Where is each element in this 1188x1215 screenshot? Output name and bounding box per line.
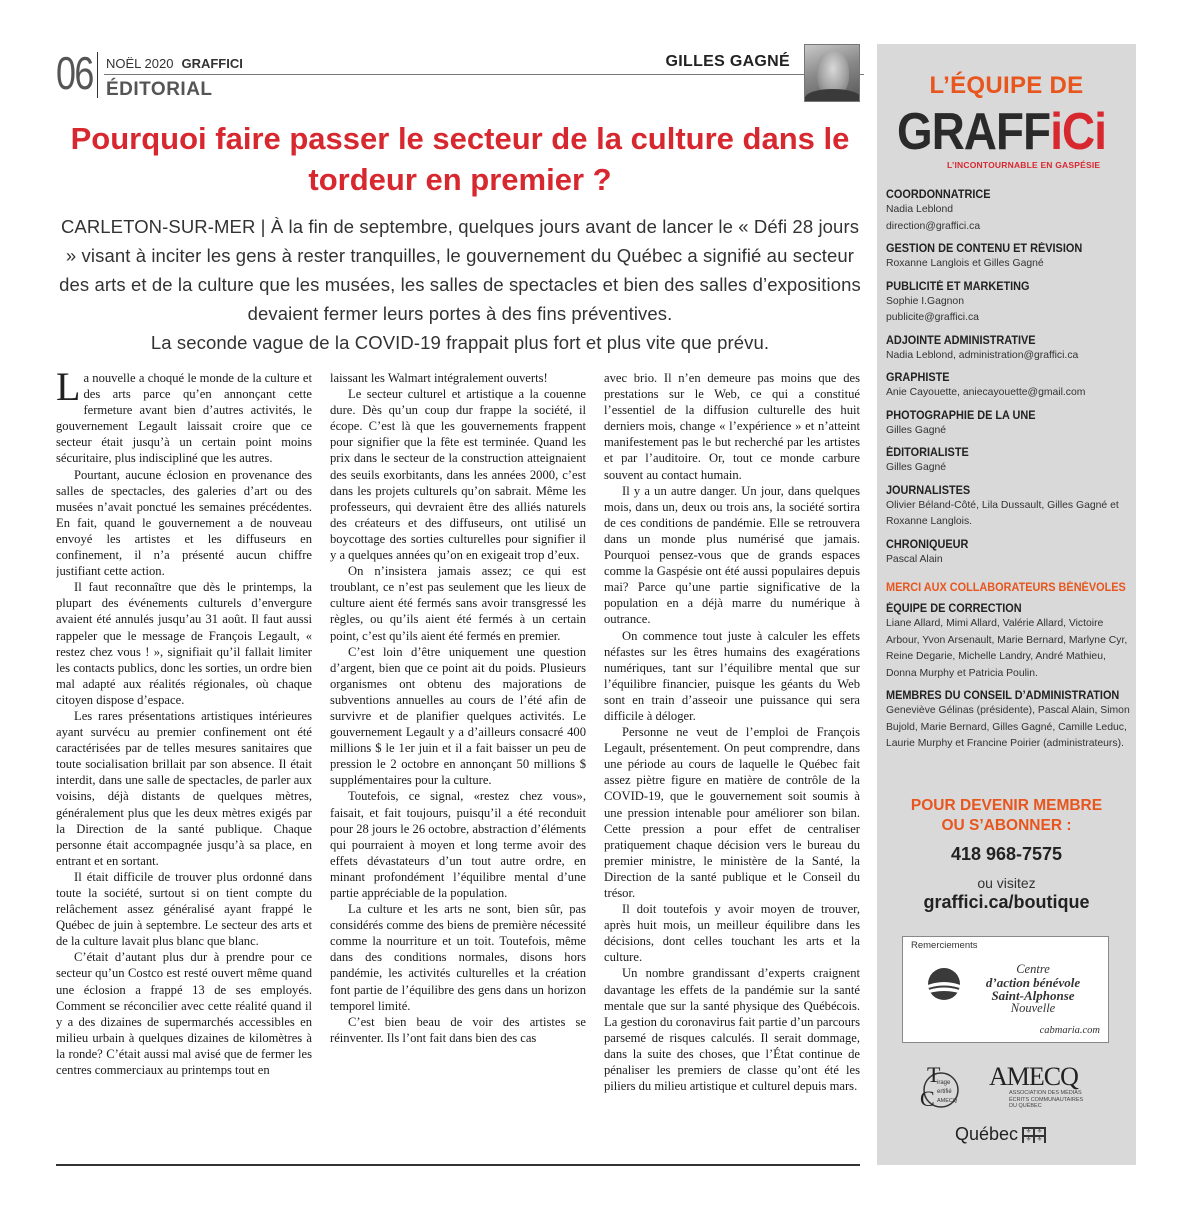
logo-tagline: L’INCONTOURNABLE EN GASPÉSIE: [947, 160, 1101, 170]
body-paragraph: Un nombre grandissant d’experts craignent davantage les effets de la pandémie sur la santé mentale que sur la santé physique des Québécois. La gestion du coronavirus fait partie d’un parcours parsemé de risques calculés. Il serait dommage, dans la suite des choses, que l’État continue de pénaliser les premiers de classe qu’ont été les piliers du milieu artistique et culturel depuis mars.: [604, 966, 860, 1094]
staff-role: JOURNALISTES: [886, 483, 971, 497]
svg-text:C: C: [920, 1086, 935, 1111]
staff-role: MEMBRES DU CONSEIL D’ADMINISTRATION: [886, 689, 1120, 702]
body-paragraph: Pourtant, aucune éclosion en provenance des salles de spectacles, des galeries d’art ou des musées n’avait ponctué les semaines précédentes. En fait, quand le gouvernement a de nouveau envoyé les artistes et les diffuseurs en confinement, il n’a présenté aucun chiffre justifiant cette action.: [56, 467, 312, 579]
bottom-rule: [56, 1164, 860, 1166]
body-paragraph: Il doit toutefois y avoir moyen de trouver, après huit mois, un meilleur équilibre dans les décisions, dont celles touchant les arts et la culture.: [604, 902, 860, 965]
article-column-1: [56, 370, 312, 1160]
staff-names: Olivier Béland-Côté, Lila Dussault, Gilles Gagné et Roxanne Langlois.: [886, 499, 1119, 527]
staff-names: Gilles Gagné: [886, 462, 947, 473]
lede-paragraph: CARLETON-SUR-MER | À la fin de septembre, quelques jours avant de lancer le « Défi 28 jours » visant à inciter les gens à rester tranquilles, le gouvernement du Québec a signifié au secteur des arts et de la culture que les musées, les salles de spectacles et bien des salles d’expositions devaient fermer leurs portes à des fins préventives.: [59, 216, 861, 324]
svg-text:irage: irage: [937, 1080, 951, 1086]
cab-name: Centre d’action bénévole Saint-Alphonse Nouvelle: [985, 962, 1081, 1015]
quebec-logo: Québec ⚜ ⚜ ⚜ ⚜: [955, 1124, 1046, 1145]
staff-names: Nadia Leblond direction@graffici.ca: [886, 204, 981, 232]
header-separator: [97, 52, 98, 98]
issue-line: [106, 56, 243, 71]
staff-role: PHOTOGRAPHIE DE LA UNE: [886, 408, 1036, 422]
article-lede: [56, 212, 864, 357]
publication-name: GRAFFICI: [181, 56, 243, 71]
staff-names: Liane Allard, Mimi Allard, Valérie Allard, Victoire Arbour, Yvon Arsenault, Marie Bernard, Marlyne Cyr, Reine Degarie, Michelle Landry, André Mathieu, Donna Murphy et Patricia Poulin.: [886, 618, 1128, 679]
body-paragraph: C’est bien beau de voir des artistes se réinventer. Ils l’ont fait dans bien des cas: [330, 1014, 586, 1045]
sidebar-title: L’ÉQUIPE DE: [929, 72, 1084, 99]
body-paragraph: On n’insistera jamais assez; ce qui est troublant, ce n’est pas seulement que les lieux de culture aient été fermés sans avoir transgressé les règles, ou qu’ils aient été fermés à un certain point, c’est qu’ils aient été fermés en premier.: [330, 564, 586, 643]
article-column-2: [330, 370, 586, 1160]
body-paragraph: Il était difficile de trouver plus ordonné dans toute la société, surtout si on tient compte du relâchement assez généralisé ayant frappé le Québec de juin à septembre. Le secteur des arts et de la culture lavait plus blanc que blanc.: [56, 869, 312, 949]
page-number: 06: [56, 47, 93, 99]
header-rule: [104, 74, 864, 75]
svg-text:T: T: [927, 1062, 941, 1087]
author-name: GILLES GAGNÉ: [665, 53, 790, 70]
body-paragraph: Il faut reconnaître que dès le printemps, la plupart des événements culturels d’envergure avaient été annulés jusqu’au 31 août. Il faut aussi rappeler que le message de François Legault, « restez chez vous ! », signifiait qu’il fallait limiter les contacts publics, donc les sorties, un ordre bien mal adapté aux réalités régionales, où chaque citoyen dispose d’espace.: [56, 580, 312, 707]
drop-cap: L: [56, 370, 81, 409]
or-visit-text: ou visitez: [977, 875, 1036, 891]
quebec-flag-icon: ⚜ ⚜ ⚜ ⚜: [1022, 1127, 1046, 1143]
shop-link[interactable]: graffici.ca/boutique: [923, 892, 1090, 912]
body-paragraph: Personne ne veut de l’emploi de François Legault, présentement. On peut comprendre, dans une période au cours de laquelle le Québec fait assez piètre figure en matière de contrôle de la COVID-19, que le gouvernement soit soumis à une pression intenable pour améliorer son bilan. Cette pression a pour effet de centraliser pratiquement chaque décision vers le bureau du premier ministre, le ministère de la Santé, la Direction de la santé publique et le Conseil du trésor.: [604, 725, 860, 900]
staff-names: Anie Cayouette, aniecayouette@gmail.com: [886, 387, 1086, 398]
volunteers-heading: MERCI AUX COLLABORATEURS BÉNÉVOLES: [886, 581, 1126, 594]
team-sidebar: [877, 44, 1136, 1165]
lede-closing-line: La seconde vague de la COVID-19 frappait plus fort et plus vite que prévu.: [150, 332, 770, 353]
staff-role: CHRONIQUEUR: [886, 537, 969, 551]
staff-role: GESTION DE CONTENU ET RÉVISION: [886, 242, 1083, 255]
issue-date: NOËL 2020: [106, 56, 174, 71]
amecq-logo: AMECQ ASSOCIATION DES MÉDIAS ÉCRITS COMMUNAUTAIRES DU QUÉBEC: [989, 1062, 1084, 1109]
body-paragraph: Toutefois, ce signal, «restez chez vous», faisait, et fait toujours, puisqu’il a été reconduit pour 28 jours le 26 octobre, abstraction d’éléments qui pourraient à moyen et long terme avoir des effets dévastateurs d’un tout autre ordre, en minant profondément l’équilibre mental d’une partie appréciable de la population.: [330, 789, 586, 900]
body-paragraph: La nouvelle a choqué le monde de la culture et des arts parce qu’en annonçant cette fermeture avant bien d’autres activités, le gouvernement Legault laissait croire que ce secteur était jusqu’à un certain point moins sécuritaire, plus indiscipliné que les autres.: [56, 370, 312, 466]
author-photo: [804, 44, 860, 102]
staff-role: COORDONNATRICE: [886, 188, 991, 201]
staff-list: [886, 187, 1131, 753]
staff-names: Geneviève Gélinas (présidente), Pascal Alain, Simon Bujold, Marie Bernard, Gilles Gagné, Camille Leduc, Laurie Murphy et Francine Poirier (administrateurs).: [886, 705, 1130, 749]
article-headline: Pourquoi faire passer le secteur de la culture dans le tordeur en premier ?: [70, 121, 850, 197]
body-paragraph: C’était d’autant plus dur à prendre pour ce secteur qu’un Costco est resté ouvert même quand une éclosion a frappé 13 de ses employés. Comment se réconcilier avec cette réalité quand il y a des dizaines de supermarchés accessibles en milieu urbain à quelques dizaines de kilomètres à la ronde? C’était aussi mal avisé que de fermer les centres commerciaux au printemps tout en: [56, 950, 312, 1078]
body-paragraph: avec brio. Il n’en demeure pas moins que des prestations sur le Web, ce qui a constitué l’essentiel de la diffusion culturelle des huit derniers mois, change « l’expérience » et n’atteint manifestement pas le but recherché par les artistes et par l’auditoire. Or, tout ce monde carbure souvent au contact humain.: [604, 371, 860, 482]
body-paragraph: laissant les Walmart intégralement ouverts!: [330, 371, 548, 385]
body-paragraph: Le secteur culturel et artistique a la couenne dure. Dès qu’un coup dur frappe la société, il écope. C’est là que les gouvernements frappent pour signifier que la fête est terminée. Quand les prix dans le secteur de la construction atteignaient des seuils exorbitants, dans les années 2000, c’est dans les projets culturels qu’on sabrait. Même les professeurs, qui devraient être des alliés naturels des créateurs et des diffuseurs, ont utilisé un boycottage des sorties culturelles pour signifier il y a quelques années qu’on en exigeait trop d’eux.: [330, 387, 586, 563]
svg-text:ertifié: ertifié: [937, 1089, 952, 1095]
cab-url: cabmaria.com: [1039, 1025, 1100, 1036]
article-column-3: [604, 370, 860, 1160]
subscribe-phone[interactable]: 418 968-7575: [950, 844, 1063, 864]
staff-role: ÉQUIPE DE CORRECTION: [886, 602, 1022, 615]
body-paragraph: Les rares présentations artistiques intérieures ayant survécu au premier confinement ont été caractérisées par de telles mesures sanitaires que toute socialisation brillait par son absence. Il était interdit, dans une salle de spectacles, de parler aux voisins, déjà distants de quelques mètres, généralement plus que les deux mètres exigés par la Direction de la santé publique. Chaque personne était accompagnée jusqu’à sa place, en entrant et en sortant.: [56, 708, 312, 868]
thanks-label: Remerciements: [911, 940, 978, 951]
certified-print-logo-icon: [915, 1062, 975, 1112]
body-paragraph: Il y a un autre danger. Un jour, dans quelques mois, dans un, deux ou trois ans, la société sortira de ces conditions de pandémie. Elle se retrouvera dans un monde plus numérisé que jamais. Pourquoi pensez-vous que de grands espaces comme la Gaspésie ont été aussi populaires depuis mai? Parce qu’une partie significative de la population en a déjà marre du numérique à outrance.: [604, 483, 860, 627]
staff-role: GRAPHISTE: [886, 371, 950, 384]
staff-role: ADJOINTE ADMINISTRATIVE: [886, 333, 1036, 347]
article-body: [56, 370, 860, 1160]
subscribe-block: [877, 796, 1136, 913]
staff-names: Pascal Alain: [886, 553, 943, 565]
staff-names: Nadia Leblond, administration@graffici.ca: [886, 349, 1079, 361]
staff-role: PUBLICITÉ ET MARKETING: [886, 279, 1030, 293]
subscribe-title: POUR DEVENIR MEMBRE OU S’ABONNER :: [910, 797, 1103, 834]
graffici-logo: GRAFFiCi: [897, 103, 1107, 161]
staff-role: ÉDITORIALISTE: [886, 446, 969, 459]
section-label: ÉDITORIAL: [106, 79, 213, 100]
staff-names: Gilles Gagné: [886, 424, 947, 436]
body-paragraph: C’est loin d’être uniquement une question d’argent, bien que ce point ait du poids. Plusieurs organismes ont obtenu des majorations de subventions annuelles au cours de l’été afin de survivre et de planifier quelques activités. Le gouvernement Legault y a d’ailleurs consacré 400 millions $ le 1er juin et il a fait baisser un peu de pression le 2 octobre en annonçant 50 millions $ supplémentaires pour la culture.: [330, 644, 586, 788]
cab-logo-icon: [919, 959, 969, 1009]
thanks-box: [902, 936, 1109, 1043]
svg-text:AMECQ: AMECQ: [937, 1098, 958, 1104]
staff-names: Roxanne Langlois et Gilles Gagné: [886, 258, 1044, 269]
body-paragraph: On commence tout juste à calculer les effets néfastes sur les êtres humains des exagérations numériques, tant sur l’équilibre mental que sur l’équilibre financier, puisque les géants du Web sont en train d’asseoir une puissance qui sera difficile à déloger.: [604, 628, 860, 723]
staff-names: Sophie I.Gagnon publicite@graffici.ca: [886, 295, 979, 323]
body-paragraph: La culture et les arts ne sont, bien sûr, pas considérés comme des biens de première nécessité comme la nourriture et un toit. Toutefois, même dans des conditions normales, disons hors pandémie, les activités culturelles et la création font partie de l’équilibre des gens dans un horizon temporel limité.: [330, 902, 586, 1013]
